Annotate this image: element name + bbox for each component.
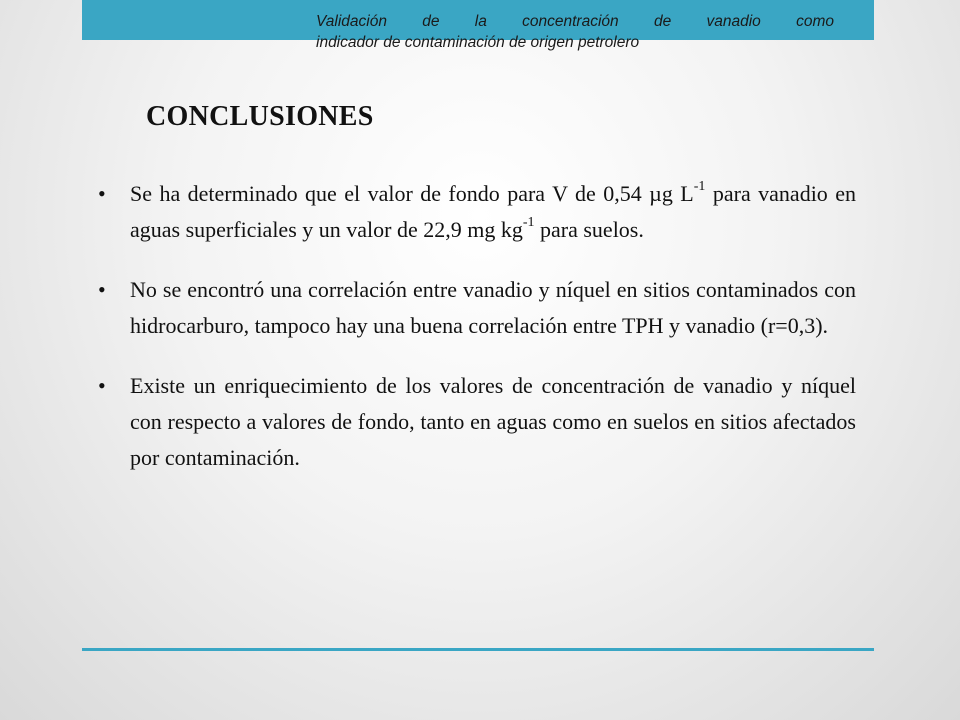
header-title (316, 11, 834, 53)
conclusion-item-1 (98, 176, 856, 248)
conclusion-1-sup-a: -1 (693, 178, 706, 194)
conclusion-1-text-a: Se ha determinado que el valor de fondo para V de 0,54 µg L (130, 181, 694, 206)
conclusion-3-text: Existe un enriquecimiento de los valores de concentración de vanadio y níquel con respecto a valores de fondo, tanto en aguas como en suelos en sitios afectados por contaminación. (130, 373, 856, 470)
bullet-icon: • (98, 181, 106, 206)
conclusion-1-text-c: para suelos. (534, 217, 644, 242)
conclusion-item-2 (98, 272, 856, 344)
conclusions-list (98, 176, 856, 476)
bullet-icon: • (98, 373, 106, 398)
footer-divider (82, 648, 874, 651)
conclusion-item-3 (98, 368, 856, 476)
conclusion-1-text-b: para vanadio en aguas superficiales y un valor de 22,9 mg kg (130, 181, 857, 242)
slide-heading: CONCLUSIONES (146, 101, 374, 132)
header-title-line-2: indicador de contaminación de origen petrolero (316, 34, 640, 51)
conclusion-2-text: No se encontró una correlación entre vanadio y níquel en sitios contaminados con hidrocarburo, tampoco hay una buena correlación entre TPH y vanadio (r=0,3). (130, 277, 856, 338)
conclusion-1-sup-b: -1 (522, 214, 535, 230)
header-title-line-1: Validación de la concentración de vanadio como (316, 13, 834, 30)
bullet-icon: • (98, 277, 106, 302)
